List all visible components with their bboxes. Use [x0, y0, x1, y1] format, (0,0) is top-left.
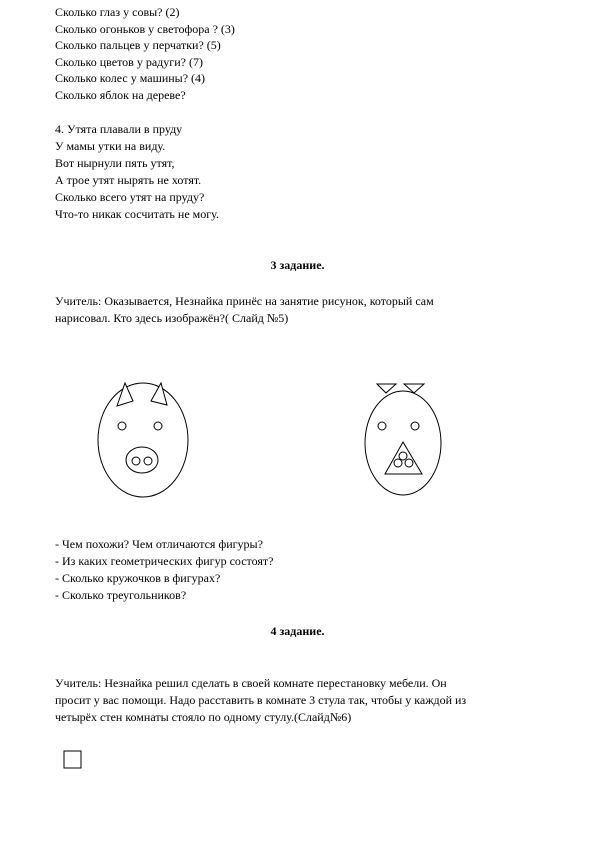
- task4-teacher-line: просит у вас помощи. Надо расставить в комнате 3 стула так, чтобы у каждой из: [55, 693, 467, 707]
- pig-figure: [98, 383, 188, 497]
- question-line: - Сколько кружочков в фигурах?: [55, 571, 221, 585]
- poem-line: Сколько всего утят на пруду?: [55, 190, 205, 204]
- riddle-line: Сколько пальцев у перчатки? (5): [55, 38, 221, 52]
- riddle-line: Сколько огоньков у светофора ? (3): [55, 22, 235, 36]
- question-line: - Из каких геометрических фигур состоят?: [55, 554, 274, 568]
- question-line: - Чем похожи? Чем отличаются фигуры?: [55, 537, 263, 551]
- task3-teacher-line: Учитель: Оказывается, Незнайка принёс на занятие рисунок, который сам: [55, 294, 434, 308]
- riddle-line: Сколько яблок на дереве?: [55, 88, 186, 102]
- riddle-line: Сколько цветов у радуги? (7): [55, 55, 203, 69]
- second-left-ear-triangle: [377, 384, 396, 393]
- question-line: - Сколько треугольников?: [55, 588, 187, 602]
- task3-teacher-line: нарисовал. Кто здесь изображён?( Слайд №5): [55, 311, 289, 325]
- riddle-line: Сколько колес у машины? (4): [55, 71, 206, 85]
- pig-face-ellipse: [98, 383, 188, 497]
- poem-line: Что-то никак сосчитать не могу.: [55, 207, 219, 221]
- second-figure: [365, 384, 441, 495]
- task4-heading: 4 задание.: [270, 624, 325, 638]
- chair-square: [64, 751, 81, 768]
- task4-teacher-line: Учитель: Незнайка решил сделать в своей комнате перестановку мебели. Он: [55, 676, 447, 690]
- riddle-line: Сколько глаз у совы? (2): [55, 5, 180, 19]
- poem-line: Вот нырнули пять утят,: [55, 156, 175, 170]
- task4-teacher-line: четырёх стен комнаты стояло по одному стулу.(Слайд№6): [55, 710, 352, 724]
- poem-line: 4. Утята плавали в пруду: [55, 122, 183, 136]
- poem-line: У мамы утки на виду.: [55, 139, 166, 153]
- task3-heading: 3 задание.: [270, 258, 325, 272]
- poem-line: А трое утят нырять не хотят.: [55, 173, 202, 187]
